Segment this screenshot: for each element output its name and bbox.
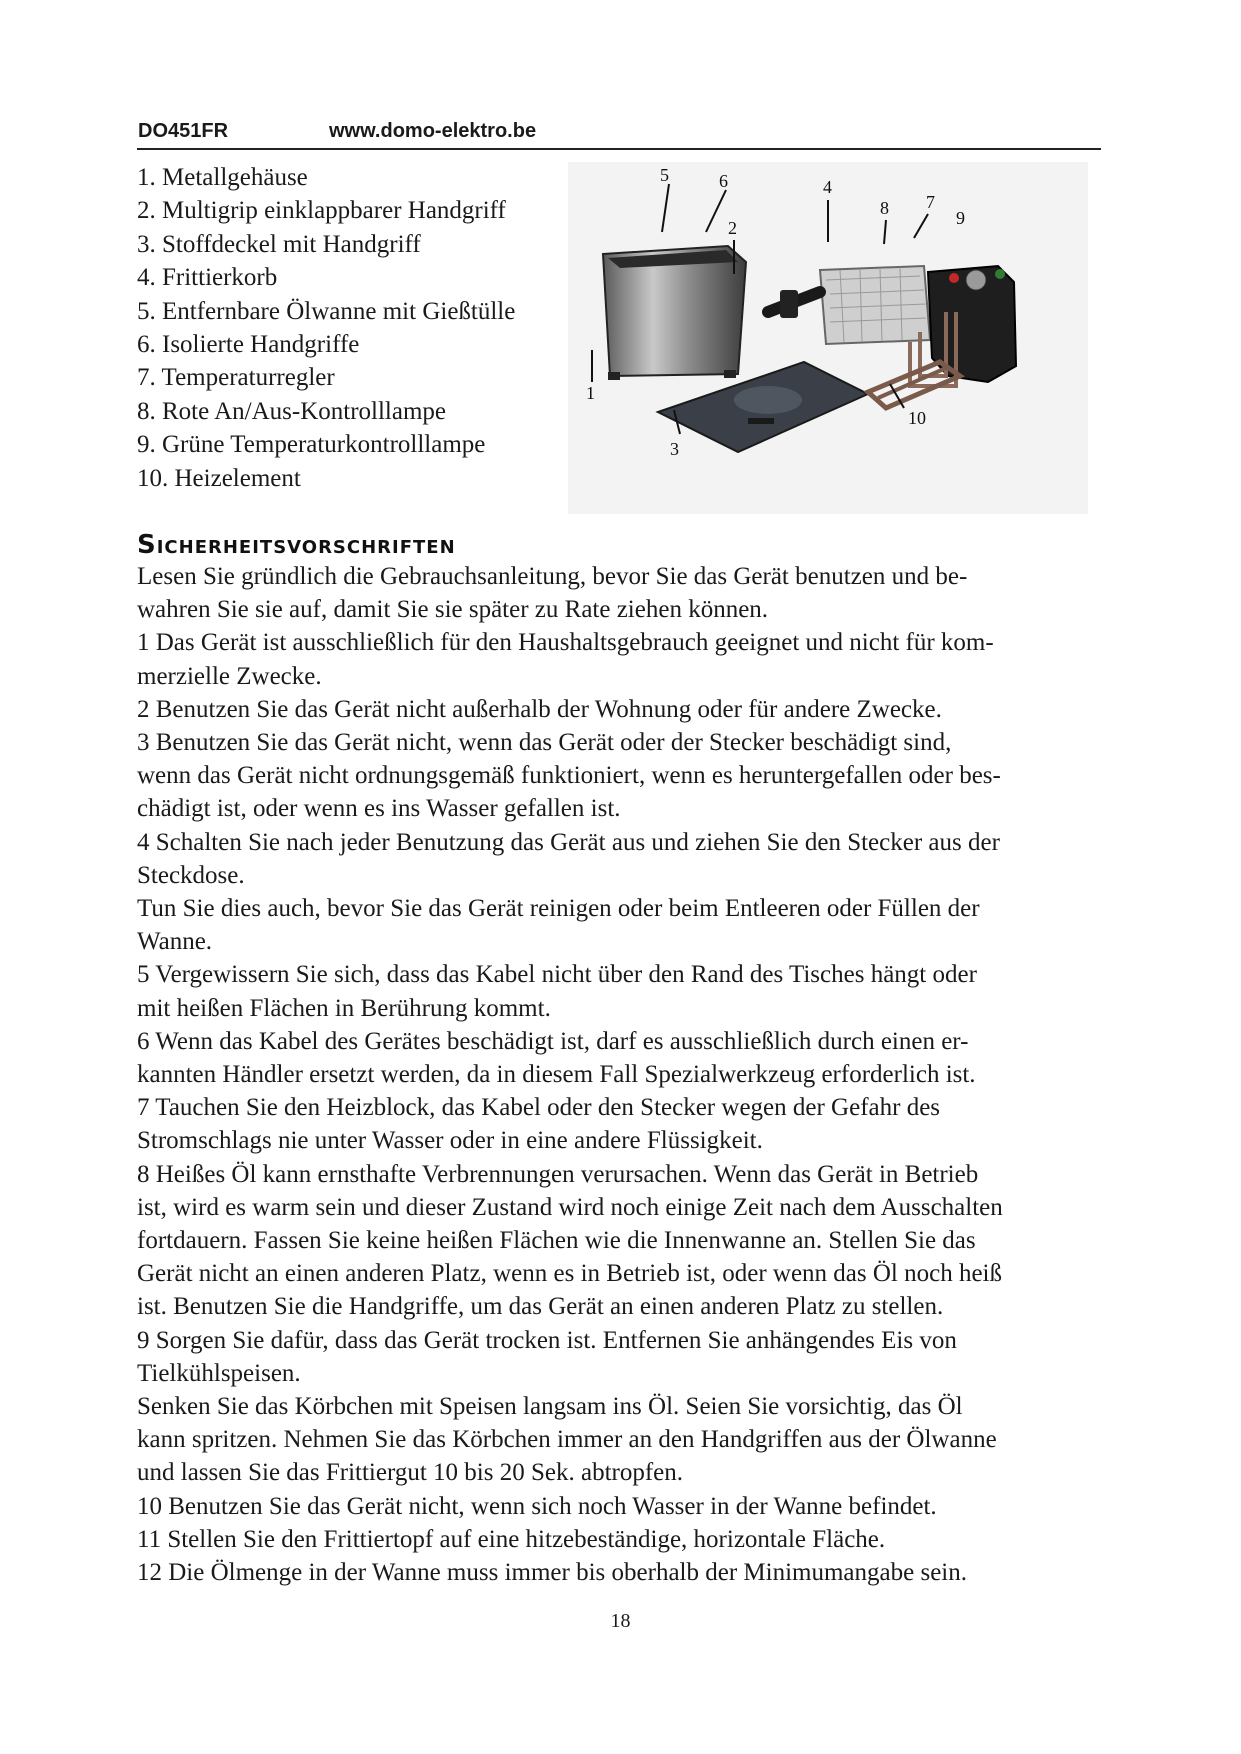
parts-list	[137, 161, 515, 495]
text-line: kannten Händler ersetzt werden, da in diesem Fall Spezialwerkzeug erforderlich ist.	[137, 1061, 976, 1089]
callout-label: 6	[719, 171, 728, 191]
text-line: wahren Sie sie auf, damit Sie sie später zu Rate ziehen können.	[137, 596, 769, 624]
page-number: 18	[610, 1610, 631, 1632]
parts-list-item: 6. Isolierte Handgriffe	[137, 331, 360, 359]
text-line: 4 Schalten Sie nach jeder Benutzung das Gerät aus und ziehen Sie den Stecker aus der	[137, 828, 1000, 856]
text-line: 6 Wenn das Kabel des Gerätes beschädigt ist, darf es ausschließlich durch einen er-	[137, 1027, 969, 1055]
text-line: und lassen Sie das Frittiergut 10 bis 20 Sek. abtropfen.	[137, 1459, 684, 1487]
text-line: 3 Benutzen Sie das Gerät nicht, wenn das Gerät oder der Stecker beschädigt sind,	[137, 729, 952, 757]
text-line: kann spritzen. Nehmen Sie das Körbchen immer an den Handgriffen aus der Ölwanne	[137, 1426, 997, 1454]
text-line: 10 Benutzen Sie das Gerät nicht, wenn sich noch Wasser in der Wanne befindet.	[137, 1492, 937, 1520]
callout-label: 7	[926, 192, 935, 212]
text-line: Wanne.	[137, 928, 213, 956]
callout-label: 9	[956, 208, 965, 228]
text-line: Tielkühlspeisen.	[137, 1359, 301, 1387]
parts-list-item: 9. Grüne Temperaturkontrolllampe	[137, 431, 486, 459]
model-number: DO451FR	[138, 120, 229, 142]
text-line: fortdauern. Fassen Sie keine heißen Flächen wie die Innenwanne an. Stellen Sie das	[137, 1227, 976, 1255]
text-line: Lesen Sie gründlich die Gebrauchsanleitung, bevor Sie das Gerät benutzen und be-	[137, 563, 968, 590]
parts-list-item: 10. Heizelement	[137, 464, 301, 492]
text-line: Gerät nicht an einen anderen Platz, wenn es in Betrieb ist, oder wenn das Öl noch heiß	[137, 1260, 1003, 1288]
text-line: 5 Vergewissern Sie sich, dass das Kabel nicht über den Rand des Tisches hängt oder	[137, 961, 977, 989]
text-line: ist. Benutzen Sie die Handgriffe, um das Gerät an einen anderen Platz zu stellen.	[137, 1293, 944, 1321]
text-line: chädigt ist, oder wenn es ins Wasser gefallen ist.	[137, 795, 621, 823]
callout-label: 5	[660, 165, 669, 185]
product-figure	[568, 162, 1088, 514]
text-line: 7 Tauchen Sie den Heizblock, das Kabel oder den Stecker wegen der Gefahr des	[137, 1094, 941, 1122]
safety-text	[137, 560, 1097, 1589]
parts-list-item: 5. Entfernbare Ölwanne mit Gießtülle	[137, 297, 516, 325]
callout-label: 8	[880, 198, 889, 218]
callout-label: 2	[728, 218, 737, 238]
callout-label: 4	[823, 177, 832, 197]
text-line: merzielle Zwecke.	[137, 662, 322, 690]
parts-list-item: 4. Frittierkorb	[137, 264, 278, 292]
metal-housing-drawing	[603, 246, 746, 380]
callout-label: 3	[670, 439, 679, 459]
text-line: 1 Das Gerät ist ausschließlich für den Haushaltsgebrauch geeignet und nicht für kom-	[137, 629, 994, 657]
text-line: Steckdose.	[137, 861, 245, 889]
parts-list-item: 1. Metallgehäuse	[137, 164, 308, 191]
text-line: Senken Sie das Körbchen mit Speisen langsam ins Öl. Seien Sie vorsichtig, das Öl	[137, 1393, 963, 1421]
callout-label: 1	[586, 383, 595, 403]
text-line: 2 Benutzen Sie das Gerät nicht außerhalb der Wohnung oder für andere Zwecke.	[137, 695, 942, 723]
text-line: 9 Sorgen Sie dafür, dass das Gerät trocken ist. Entfernen Sie anhängendes Eis von	[137, 1326, 957, 1354]
page-header	[137, 120, 1101, 150]
section-heading: Sicherheitsvorschriften	[137, 530, 456, 560]
text-line: 8 Heißes Öl kann ernsthafte Verbrennungen verursachen. Wenn das Gerät in Betrieb	[137, 1160, 979, 1188]
text-line: 11 Stellen Sie den Frittiertopf auf eine hitzebeständige, horizontale Fläche.	[137, 1525, 886, 1553]
text-line: ist, wird es warm sein und dieser Zustand wird noch einige Zeit nach dem Ausschalten	[137, 1193, 1003, 1221]
parts-list-item: 7. Temperaturregler	[137, 364, 335, 392]
text-line: 12 Die Ölmenge in der Wanne muss immer bis oberhalb der Minimumangabe sein.	[137, 1559, 967, 1587]
parts-list-item: 3. Stoffdeckel mit Handgriff	[137, 230, 421, 258]
text-line: mit heißen Flächen in Berührung kommt.	[137, 994, 551, 1022]
parts-list-item: 8. Rote An/Aus-Kontrolllampe	[137, 397, 446, 425]
callout-label: 10	[908, 408, 926, 428]
text-line: wenn das Gerät nicht ordnungsgemäß funktioniert, wenn es heruntergefallen oder bes-	[137, 762, 1001, 790]
parts-list-item: 2. Multigrip einklappbarer Handgriff	[137, 197, 506, 225]
fryer-parts-illustration	[568, 162, 1088, 514]
text-line: Tun Sie dies auch, bevor Sie das Gerät reinigen oder beim Entleeren oder Füllen der	[137, 895, 980, 923]
text-line: Stromschlags nie unter Wasser oder in eine andere Flüssigkeit.	[137, 1127, 763, 1155]
website-url: www.domo-elektro.be	[329, 120, 537, 142]
